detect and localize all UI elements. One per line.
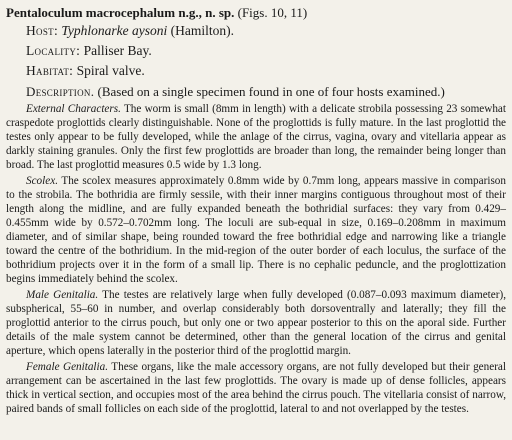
section-text: These organs, like the male accessory organs, are not fully developed but their general arrangement can be ascertained in the last few proglottids. The ovary is made up of dense follicles, appears thick in vertical section, and occupies most of the area behind the cirrus pouch. The vitellaria consist of narrow, paired bands of small follicles on each side of the proglottid, lateral to and not overlapped by the testes. [6,361,506,415]
section-heading: Female Genitalia. [26,361,109,373]
host-label: Host: [26,23,59,38]
section-heading: External Characters. [26,103,121,115]
figure-reference: (Figs. 10, 11) [237,5,308,20]
locality-label: Locality: [26,43,81,58]
host-line [26,21,506,41]
species-name: Pentaloculum macrocephalum n.g., n. sp. [6,5,235,20]
host-species: Typhlonarke aysoni [61,23,168,38]
habitat-line [26,61,506,81]
species-title [6,4,506,21]
locality-value: Palliser Bay. [83,43,152,58]
locality-line [26,41,506,61]
male-genitalia-paragraph [6,288,506,358]
scolex-paragraph [6,174,506,286]
female-genitalia-paragraph [6,360,506,416]
habitat-value: Spiral valve. [76,63,145,78]
section-text: The testes are relatively large when fully developed (0.087–0.093 maximum diameter), subspherical, 55–60 in number, and overlap considerably both dorsoventrally and laterally; they fill the proglottid anterior to the cirrus pouch, but only one or two appear posterior to this on the aporal side. Further details of the male system cannot be determined, other than the general location of the cirrus and genital aperture, which opens laterally in the posterior third of the proglottid margin. [6,289,506,357]
external-characters-paragraph [6,102,506,172]
host-author: (Hamilton). [170,23,234,38]
habitat-label: Habitat: [26,63,74,78]
section-heading: Scolex. [26,175,58,187]
description-label: Description. [26,84,95,99]
description-line [6,84,506,100]
description-text: (Based on a single specimen found in one of four hosts examined.) [97,84,445,99]
section-heading: Male Genitalia. [26,289,99,301]
section-text: The scolex measures approximately 0.8mm wide by 0.7mm long, appears massive in comparison to the strobila. The bothridia are firmly sessile, with their inner margins contiguous throughout most of their length along the midline, and are fully expanded beneath the bothridial surfaces: they vary from 0.429–0.455mm wide by 0.572–0.702mm long. The loculi are sub-equal in size, 0.169–0.208mm in maximum diameter, and of similar shape, being rounded toward the free bothridial edge and narrowing like a triangle toward the centre of the bothridium. In the mid-region of the outer border of each loculus, the surface of the bothridium projects over it in the form of a small lip. There is no cephalic peduncle, and the proglottization begins immediately behind the scolex. [6,175,506,285]
section-text: The worm is small (8mm in length) with a delicate strobila possessing 23 somewhat craspedote proglottids clearly distinguishable. None of the proglottids is fully mature. In the last proglottid the testes only appear to be fully developed, while the anlage of the cirrus, vagina, ovary and vitellaria appear as darkly staining granules. Only the first few proglottids are broader than long, the remainder being longer than broad. The last proglottid measures 0.5 wide by 1.3 long. [6,103,506,171]
